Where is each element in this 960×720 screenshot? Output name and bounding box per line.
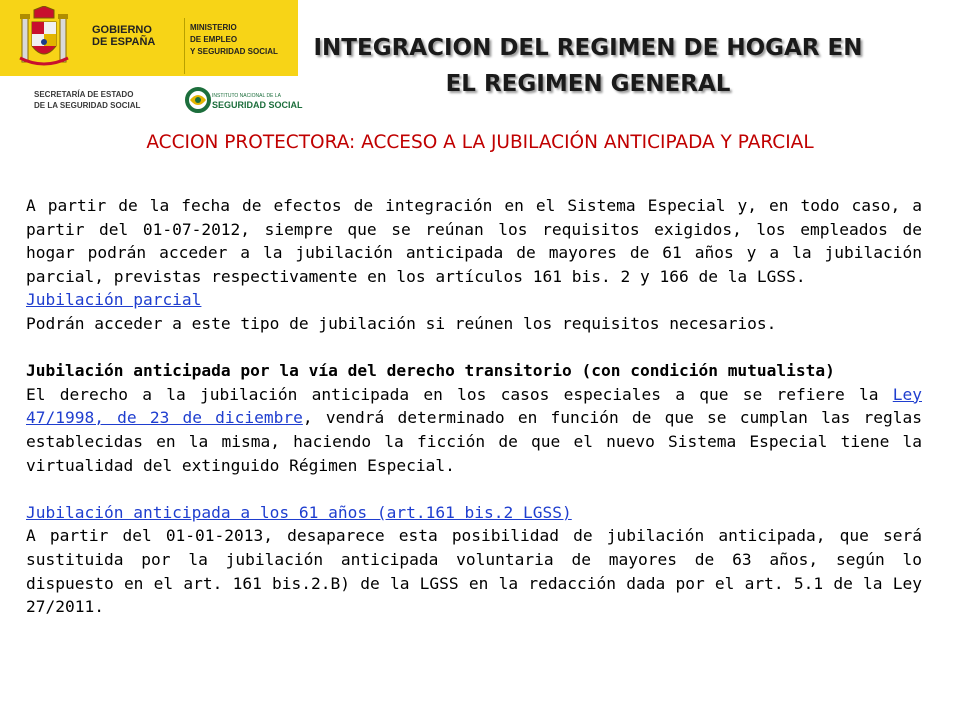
secretaria-line-2: DE LA SEGURIDAD SOCIAL [34, 101, 141, 110]
anticipada-paragraph: A partir del 01-01-2013, desaparece esta posibilidad de jubilación anticipada, que será sustituida por la jubilación anticipada voluntaria de mayores de 63 años, según lo dispuesto en el art. 161 bis.2.B) de la LGSS en la redacción dada por el art. 5.1 de la Ley 27/2011. [26, 526, 922, 617]
transitorio-post-text: , vendrá determinado en función de que se cumplan las reglas establecidas en la misma, haciendo la ficción de que el nuevo Sistema Especial tiene la virtualidad del extinguido Régimen Especial. [26, 408, 922, 475]
jubilacion-anticipada-61-link[interactable]: Jubilación anticipada a los 61 años (art.161 bis.2 LGSS) [26, 502, 572, 522]
gov-line-2: DE ESPAÑA [92, 36, 156, 48]
secretaria-text [34, 89, 140, 111]
intro-paragraph: A partir de la fecha de efectos de integración en el Sistema Especial y, en todo caso, a partir del 01-07-2012, siempre que se reúnan los requisitos exigidos, los empleados de hogar podrán acceder a la jubilación anticipada de mayores de 61 años y a la jubilación parcial, previstas respectivamente en los artículos 161 bis. 2 y 166 de la LGSS. [26, 196, 922, 286]
transitorio-paragraph [26, 383, 922, 477]
transitorio-heading: Jubilación anticipada por la vía del derecho transitorio (con condición mutualista) [26, 361, 835, 381]
parcial-paragraph: Podrán acceder a este tipo de jubilación si reúnen los requisitos necesarios. [26, 313, 777, 333]
section-subtitle: ACCION PROTECTORA: ACCESO A LA JUBILACIÓN ANTICIPADA Y PARCIAL [146, 132, 814, 153]
spacer [26, 477, 922, 501]
page-title [308, 30, 868, 102]
body-content [26, 194, 922, 619]
gov-line-1: GOBIERNO [92, 24, 152, 36]
government-logo-text [92, 24, 155, 48]
anticipada-section [26, 501, 922, 525]
page-title-line-1: INTEGRACION DEL REGIMEN DE HOGAR EN [313, 35, 863, 61]
spacer [26, 336, 922, 360]
jubilacion-parcial-link[interactable]: Jubilación parcial [26, 290, 202, 310]
transitorio-pre-text: El derecho a la jubilación anticipada en los casos especiales a que se refiere la [26, 384, 893, 404]
coat-of-arms-icon [16, 6, 72, 70]
secretaria-line-1: SECRETARÍA DE ESTADO [34, 90, 134, 99]
instituto-small-text: INSTITUTO NACIONAL DE LA [212, 93, 281, 99]
ministry-line-2: DE EMPLEO [190, 35, 238, 44]
parcial-section [26, 288, 922, 312]
page-title-line-2: EL REGIMEN GENERAL [445, 71, 731, 97]
ley-47-1998-link[interactable]: Ley 47/1998, de 23 de diciembre [26, 384, 922, 428]
ministry-line-3: Y SEGURIDAD SOCIAL [190, 47, 278, 56]
ministry-line-1: MINISTERIO [190, 23, 237, 32]
instituto-big-text: SEGURIDAD SOCIAL [212, 100, 303, 110]
ministry-text [190, 22, 278, 58]
